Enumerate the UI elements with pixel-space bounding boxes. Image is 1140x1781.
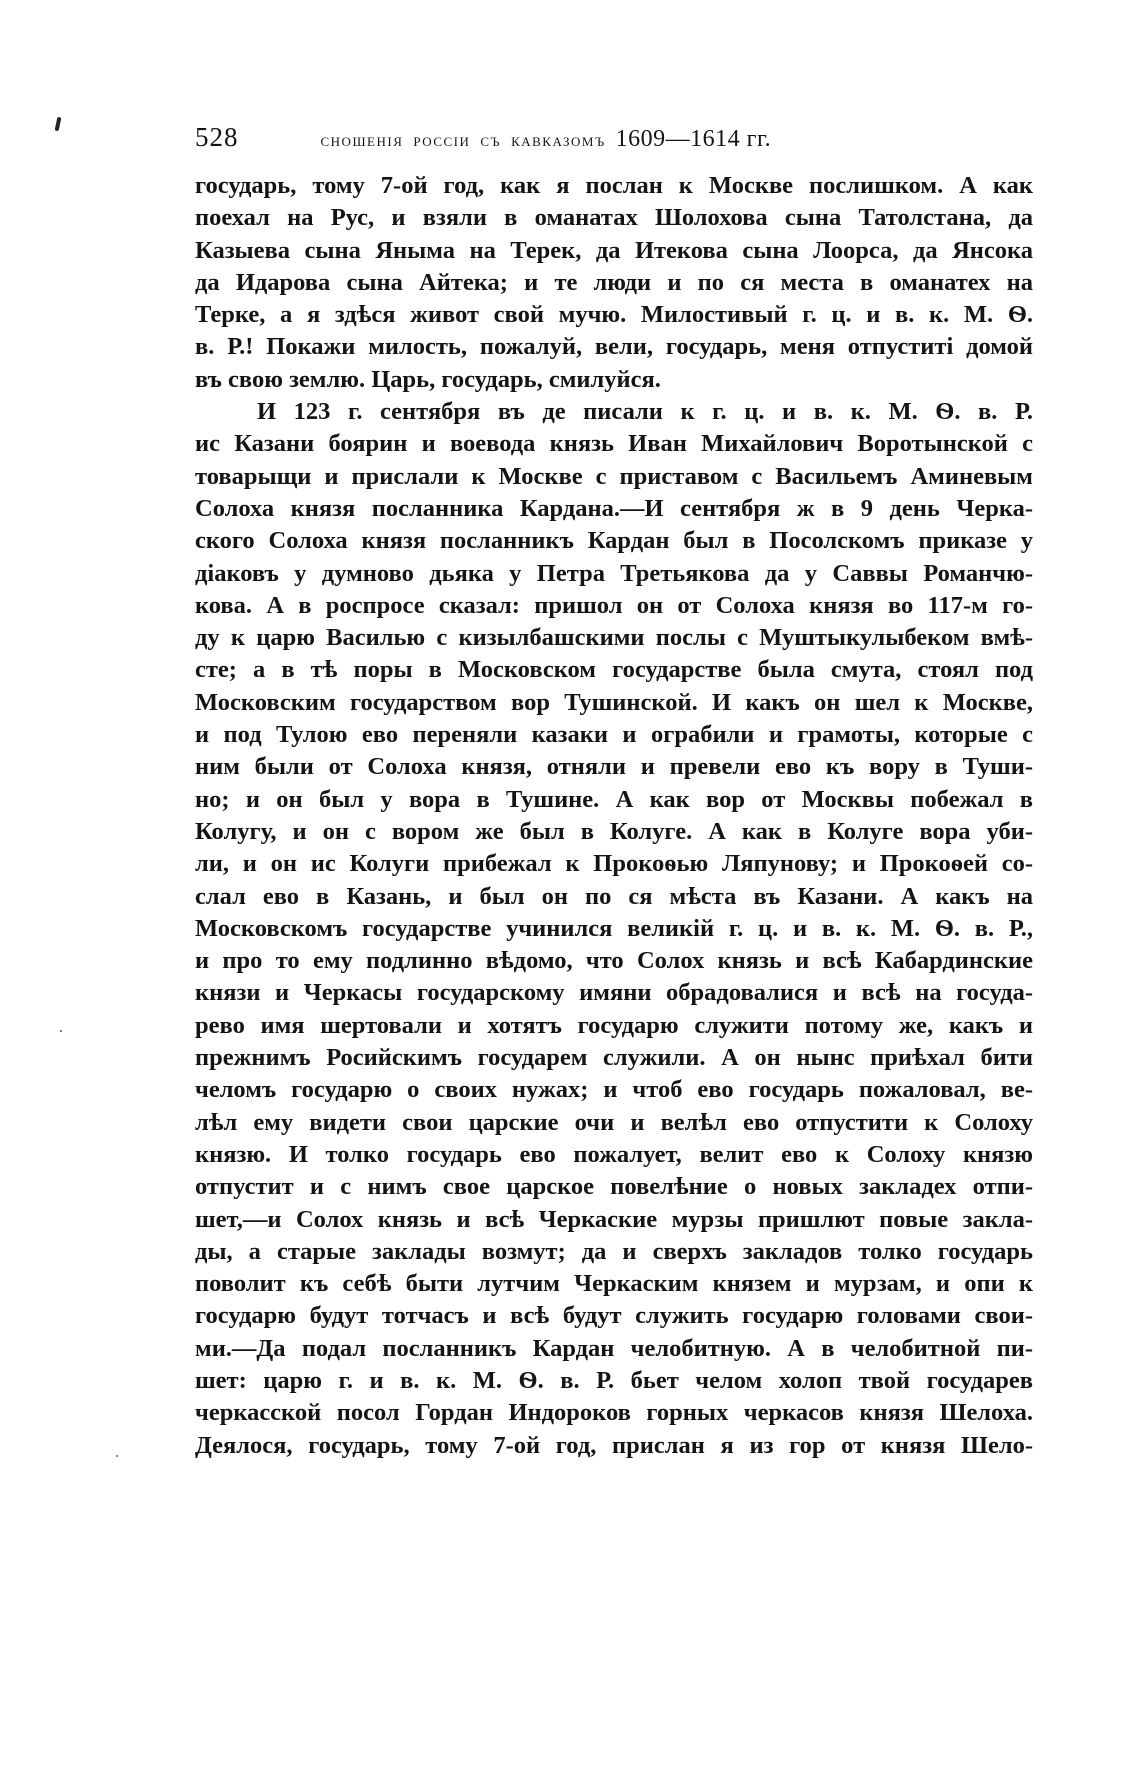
running-years: 1609—1614 гг.: [615, 126, 772, 152]
text-line: князи и Черкасы государскому имяни обрадовалися и всѣ на госуда-: [195, 979, 1033, 1007]
text-line: діаковъ у думново дьяка у Петра Третьякова да у Саввы Романчю-: [195, 559, 1033, 587]
text-line: но; и он был у вора в Тушине. А как вор от Москвы побежал в: [195, 785, 1033, 813]
text-line: государь, тому 7-ой год, как я послан к Москве послишком. А как: [195, 172, 1033, 199]
text-line: поволит къ себѣ быти лутчим Черкаским князем и мурзам, и опи к: [195, 1270, 1033, 1298]
text-line: сте; а в тѣ поры в Московском государстве была смута, стоял под: [195, 656, 1033, 684]
text-line: прежнимъ Росийскимъ государем служили. А он нынс приѣхал бити: [195, 1044, 1033, 1072]
running-header: [195, 122, 1035, 158]
text-line: государю будут тотчасъ и всѣ будут служить государю головами свои-: [195, 1302, 1033, 1330]
text-line: Казыева сына Яныма на Терек, да Итекова сына Лоорса, да Янсока: [195, 236, 1033, 264]
ink-speck: [116, 1455, 118, 1457]
text-line: Солоха князя посланника Кардана.—И сентября ж в 9 день Черка-: [195, 494, 1033, 522]
text-line: и про то ему подлинно вѣдомо, что Солох князь и всѣ Кабардинские: [195, 947, 1033, 975]
text-line: ды, а старые заклады возмут; да и сверхъ закладов толко государь: [195, 1237, 1033, 1265]
text-line: шет,—и Солох князь и всѣ Черкаские мурзы пришлют повые закла-: [195, 1205, 1033, 1233]
ink-speck: [60, 1030, 62, 1032]
text-line: челомъ государю о своих нужах; и чтоб ево государь пожаловал, ве-: [195, 1076, 1033, 1104]
text-line: въ свою землю. Царь, государь, смилуйся.: [195, 365, 661, 393]
text-line: шет: царю г. и в. к. М. Ѳ. в. Р. бьет челом холоп твой государев: [195, 1366, 1033, 1394]
text-line: ли, и он ис Колуги прибежал к Прокоѳью Ляпунову; и Прокоѳей со-: [195, 850, 1033, 878]
text-line: и под Тулою ево переняли казаки и ограбили и грамоты, которые с: [195, 721, 1033, 749]
text-line: в. Р.! Покажи милость, пожалуй, вели, государь, меня отпуститі домой: [195, 333, 1033, 361]
text-line: отпустит и с нимъ свое царское повелѣние о новых закладех отпи-: [195, 1173, 1033, 1201]
text-line: ского Солоха князя посланникъ Кардан был в Посолскомъ приказе у: [195, 527, 1033, 555]
running-title: сношенія россіи съ кавказомъ: [320, 130, 606, 150]
page-number: 528: [195, 122, 239, 152]
paragraph-start-line: И 123 г. сентября въ де писали к г. ц. и в. к. М. Ѳ. в. Р.: [257, 398, 1033, 426]
text-line: товарыщи и прислали к Москве с приставом с Васильемъ Аминевым: [195, 462, 1033, 490]
text-line: слал ево в Казань, и был он по ся мѣста въ Казани. А какъ на: [195, 882, 1033, 910]
ink-mark: [55, 117, 62, 132]
text-line: да Идарова сына Айтека; и те люди и по ся места в оманатех на: [195, 268, 1033, 296]
text-line: кова. А в роспросе сказал: пришол он от Солоха князя во 117-м го-: [195, 591, 1033, 619]
text-line: князю. И толко государь ево пожалует, велит ево к Солоху князю: [195, 1140, 1033, 1168]
text-line: ду к царю Василью с кизылбашскими послы с Муштыкулыбеком вмѣ-: [195, 624, 1033, 652]
text-line: Московскомъ государстве учинился великій г. ц. и в. к. М. Ѳ. в. Р.,: [195, 914, 1033, 942]
body-text: [195, 170, 1033, 1462]
text-line: Московским государством вор Тушинской. И какъ он шел к Москве,: [195, 688, 1033, 716]
text-line: черкасской посол Гордан Индороков горных черкасов князя Шелоха.: [195, 1399, 1033, 1427]
text-line: Колугу, и он с вором же был в Колуге. А как в Колуге вора уби-: [195, 817, 1033, 845]
text-line: Терке, а я здѣся живот свой мучю. Милостивый г. ц. и в. к. М. Ѳ.: [195, 301, 1033, 329]
text-line: лѣл ему видети свои царские очи и велѣл ево отпустити к Солоху: [195, 1108, 1033, 1136]
text-line: поехал на Рус, и взяли в оманатах Шолохова сына Татолстана, да: [195, 204, 1033, 232]
text-line: ми.—Да подал посланникъ Кардан челобитную. А в челобитной пи-: [195, 1334, 1033, 1362]
text-line: рево имя шертовали и хотятъ государю служити потому же, какъ и: [195, 1011, 1033, 1039]
text-line: ним были от Солоха князя, отняли и превели ево къ вору в Туши-: [195, 753, 1033, 781]
text-line: Деялося, государь, тому 7-ой год, прислан я из гор от князя Шело-: [195, 1431, 1033, 1459]
text-line: ис Казани боярин и воевода князь Иван Михайлович Воротынской с: [195, 430, 1033, 458]
